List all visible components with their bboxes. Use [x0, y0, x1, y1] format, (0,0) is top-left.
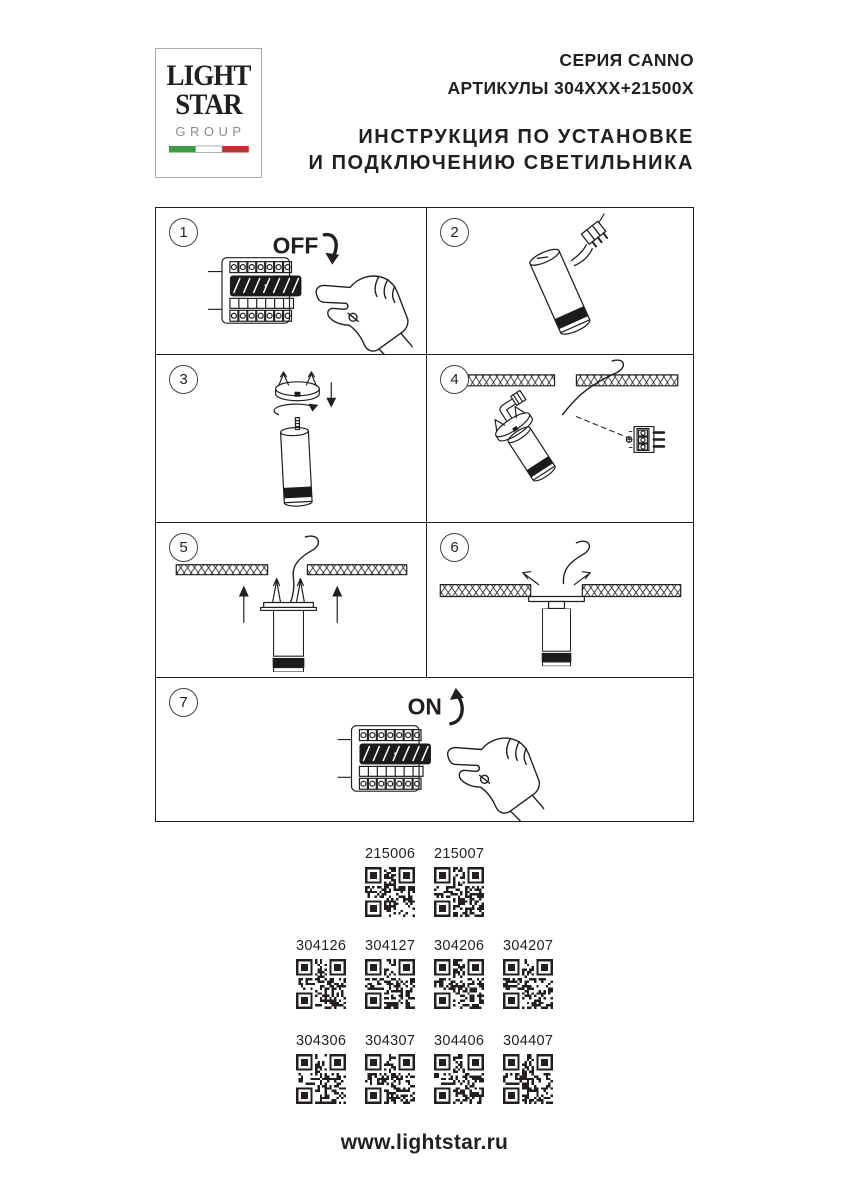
lamp-body-drawing — [280, 427, 312, 507]
step-number-badge: 7 — [169, 688, 198, 717]
series-title: СЕРИЯ CANNO — [559, 50, 694, 70]
lamp-body-drawing — [273, 610, 305, 672]
step-7-panel — [156, 678, 693, 821]
lightstar-logo — [155, 48, 262, 178]
article-number: 304306 — [296, 1033, 347, 1049]
arrow-down-icon — [325, 253, 339, 265]
article-number: 304127 — [365, 938, 416, 954]
spring-clip-drawing — [273, 579, 281, 603]
qr-item — [365, 1033, 415, 1109]
article-number: 304126 — [296, 938, 347, 954]
qr-row-1 — [0, 846, 849, 922]
qr-code — [503, 959, 553, 1009]
step-5-panel — [156, 523, 427, 678]
article-number: 304307 — [365, 1033, 416, 1049]
qr-item — [434, 1033, 484, 1109]
arrow-up-icon — [239, 586, 249, 597]
lamp-with-ring-drawing — [482, 390, 567, 487]
italian-flag-icon — [169, 145, 249, 154]
step-number-badge: 4 — [440, 365, 469, 394]
on-label: ON — [407, 693, 442, 720]
step-1-panel — [156, 208, 427, 355]
step-6-panel — [427, 523, 693, 678]
pointing-hand-icon — [448, 738, 544, 821]
qr-code — [434, 867, 484, 917]
step-3-panel — [156, 355, 427, 523]
header — [308, 50, 694, 176]
step-2-panel — [427, 208, 693, 355]
arrow-up-icon — [332, 586, 342, 597]
instruction-title-line2: И ПОДКЛЮЧЕНИЮ СВЕТИЛЬНИКА — [308, 152, 694, 174]
qr-item — [365, 846, 415, 922]
article-number: 215006 — [365, 846, 416, 862]
article-number: 215007 — [434, 846, 485, 862]
step-7-illustration — [156, 678, 693, 821]
terminal-block-drawing — [626, 427, 664, 453]
qr-code — [503, 1054, 553, 1104]
website-url: www.lightstar.ru — [340, 1131, 509, 1154]
wire-drawing — [562, 360, 623, 415]
spring-clip-drawing — [523, 572, 539, 585]
arrow-up-icon — [450, 688, 464, 700]
qr-item — [296, 938, 346, 1014]
instruction-title — [308, 124, 694, 176]
step-number-badge: 5 — [169, 533, 198, 562]
qr-item — [296, 1033, 346, 1109]
qr-code — [296, 959, 346, 1009]
article-number: 304407 — [503, 1033, 554, 1049]
qr-code — [434, 959, 484, 1009]
article-number: 304207 — [503, 938, 554, 954]
mounting-ring-drawing — [276, 372, 320, 401]
qr-code — [365, 867, 415, 917]
qr-item — [434, 846, 484, 922]
qr-item — [503, 1033, 553, 1109]
ceiling-drawing — [455, 375, 554, 386]
off-label: OFF — [272, 232, 319, 259]
pointing-hand-icon — [316, 276, 412, 354]
step-number-badge: 3 — [169, 365, 198, 394]
circuit-breaker-drawing — [338, 726, 431, 792]
qr-code — [296, 1054, 346, 1104]
installation-steps-grid — [155, 207, 694, 822]
logo-word-star: STAR — [175, 87, 242, 121]
qr-item — [503, 938, 553, 1014]
lamp-body-drawing — [542, 608, 572, 666]
articles-line: АРТИКУЛЫ 304XXX+21500X — [447, 78, 694, 98]
rotation-arrow-icon — [274, 404, 313, 415]
step-number-badge: 2 — [440, 218, 469, 247]
arrow-down-icon — [326, 398, 336, 408]
qr-code — [434, 1054, 484, 1104]
qr-row-3 — [0, 1033, 849, 1109]
wire-drawing — [563, 541, 589, 583]
step-number-badge: 6 — [440, 533, 469, 562]
qr-code — [365, 1054, 415, 1104]
step-number-badge: 1 — [169, 218, 198, 247]
ceiling-drawing — [176, 565, 267, 575]
step-4-panel — [427, 355, 693, 523]
ceiling-drawing — [440, 585, 530, 597]
qr-row-2 — [0, 938, 849, 1014]
logo-word-light: LIGHT — [166, 59, 251, 92]
qr-item — [365, 938, 415, 1014]
article-number: 304206 — [434, 938, 485, 954]
article-number: 304406 — [434, 1033, 485, 1049]
circuit-breaker-drawing — [208, 258, 301, 324]
instruction-title-line1: ИНСТРУКЦИЯ ПО УСТАНОВКЕ — [358, 126, 694, 148]
qr-item — [434, 938, 484, 1014]
logo-word-group: GROUP — [175, 124, 246, 139]
qr-code — [365, 959, 415, 1009]
